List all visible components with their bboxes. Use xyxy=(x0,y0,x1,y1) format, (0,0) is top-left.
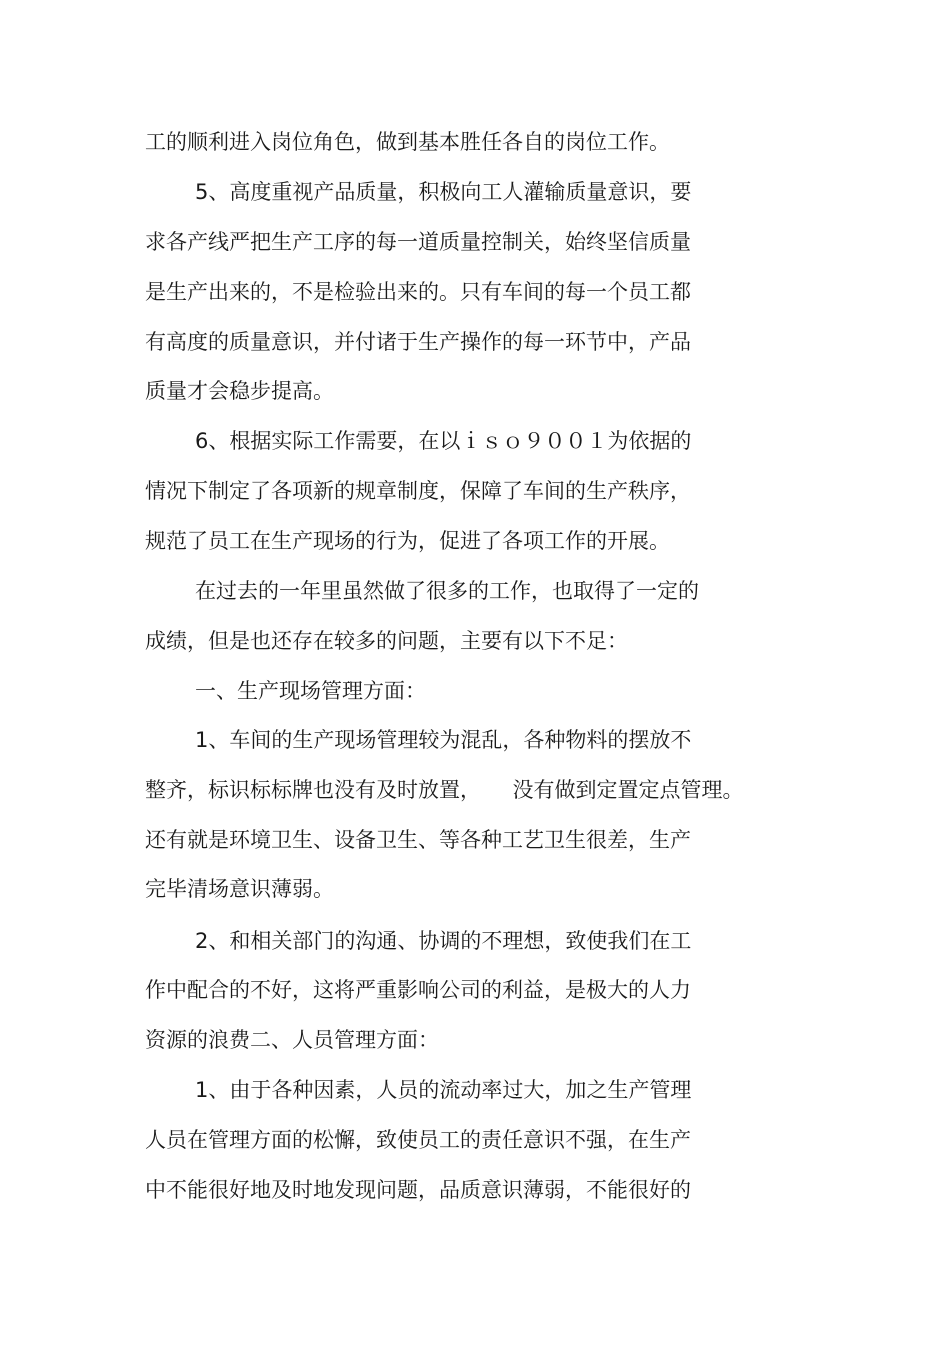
text-line: 作中配合的不好，这将严重影响公司的利益，是极大的人力 xyxy=(145,978,691,1002)
text-line: 一、生产现场管理方面： xyxy=(195,679,426,703)
text-line: 在过去的一年里虽然做了很多的工作，也取得了一定的 xyxy=(195,579,699,603)
text-line: 情况下制定了各项新的规章制度，保障了车间的生产秩序， xyxy=(145,479,691,503)
text-line: 6、根据实际工作需要，在以ｉｓｏ９００１为依据的 xyxy=(195,429,692,453)
text-line: 1、由于各种因素，人员的流动率过大，加之生产管理 xyxy=(195,1078,692,1102)
text-line: 中不能很好地及时地发现问题，品质意识薄弱，不能很好的 xyxy=(145,1178,691,1202)
text-line: 人员在管理方面的松懈，致使员工的责任意识不强，在生产 xyxy=(145,1128,691,1152)
text-line: 求各产线严把生产工序的每一道质量控制关，始终坚信质量 xyxy=(145,230,691,254)
text-line: 还有就是环境卫生、设备卫生、等各种工艺卫生很差，生产 xyxy=(145,828,691,852)
text-line: 1、车间的生产现场管理较为混乱，各种物料的摆放不 xyxy=(195,728,692,752)
text-line: 成绩，但是也还存在较多的问题，主要有以下不足： xyxy=(145,629,628,653)
text-line: 5、高度重视产品质量，积极向工人灌输质量意识，要 xyxy=(195,180,692,204)
text-line: 2、和相关部门的沟通、协调的不理想，致使我们在工 xyxy=(195,929,692,953)
text-line: 整齐，标识标标牌也没有及时放置， 没有做到定置定点管理。 xyxy=(145,778,744,802)
text-line: 质量才会稳步提高。 xyxy=(145,379,334,403)
text-line: 完毕清场意识薄弱。 xyxy=(145,877,334,901)
text-line: 资源的浪费二、人员管理方面： xyxy=(145,1028,439,1052)
text-line: 工的顺利进入岗位角色，做到基本胜任各自的岗位工作。 xyxy=(145,130,670,154)
text-line: 是生产出来的，不是检验出来的。只有车间的每一个员工都 xyxy=(145,280,691,304)
text-line: 有高度的质量意识，并付诸于生产操作的每一环节中，产品 xyxy=(145,330,691,354)
text-line: 规范了员工在生产现场的行为，促进了各项工作的开展。 xyxy=(145,529,670,553)
